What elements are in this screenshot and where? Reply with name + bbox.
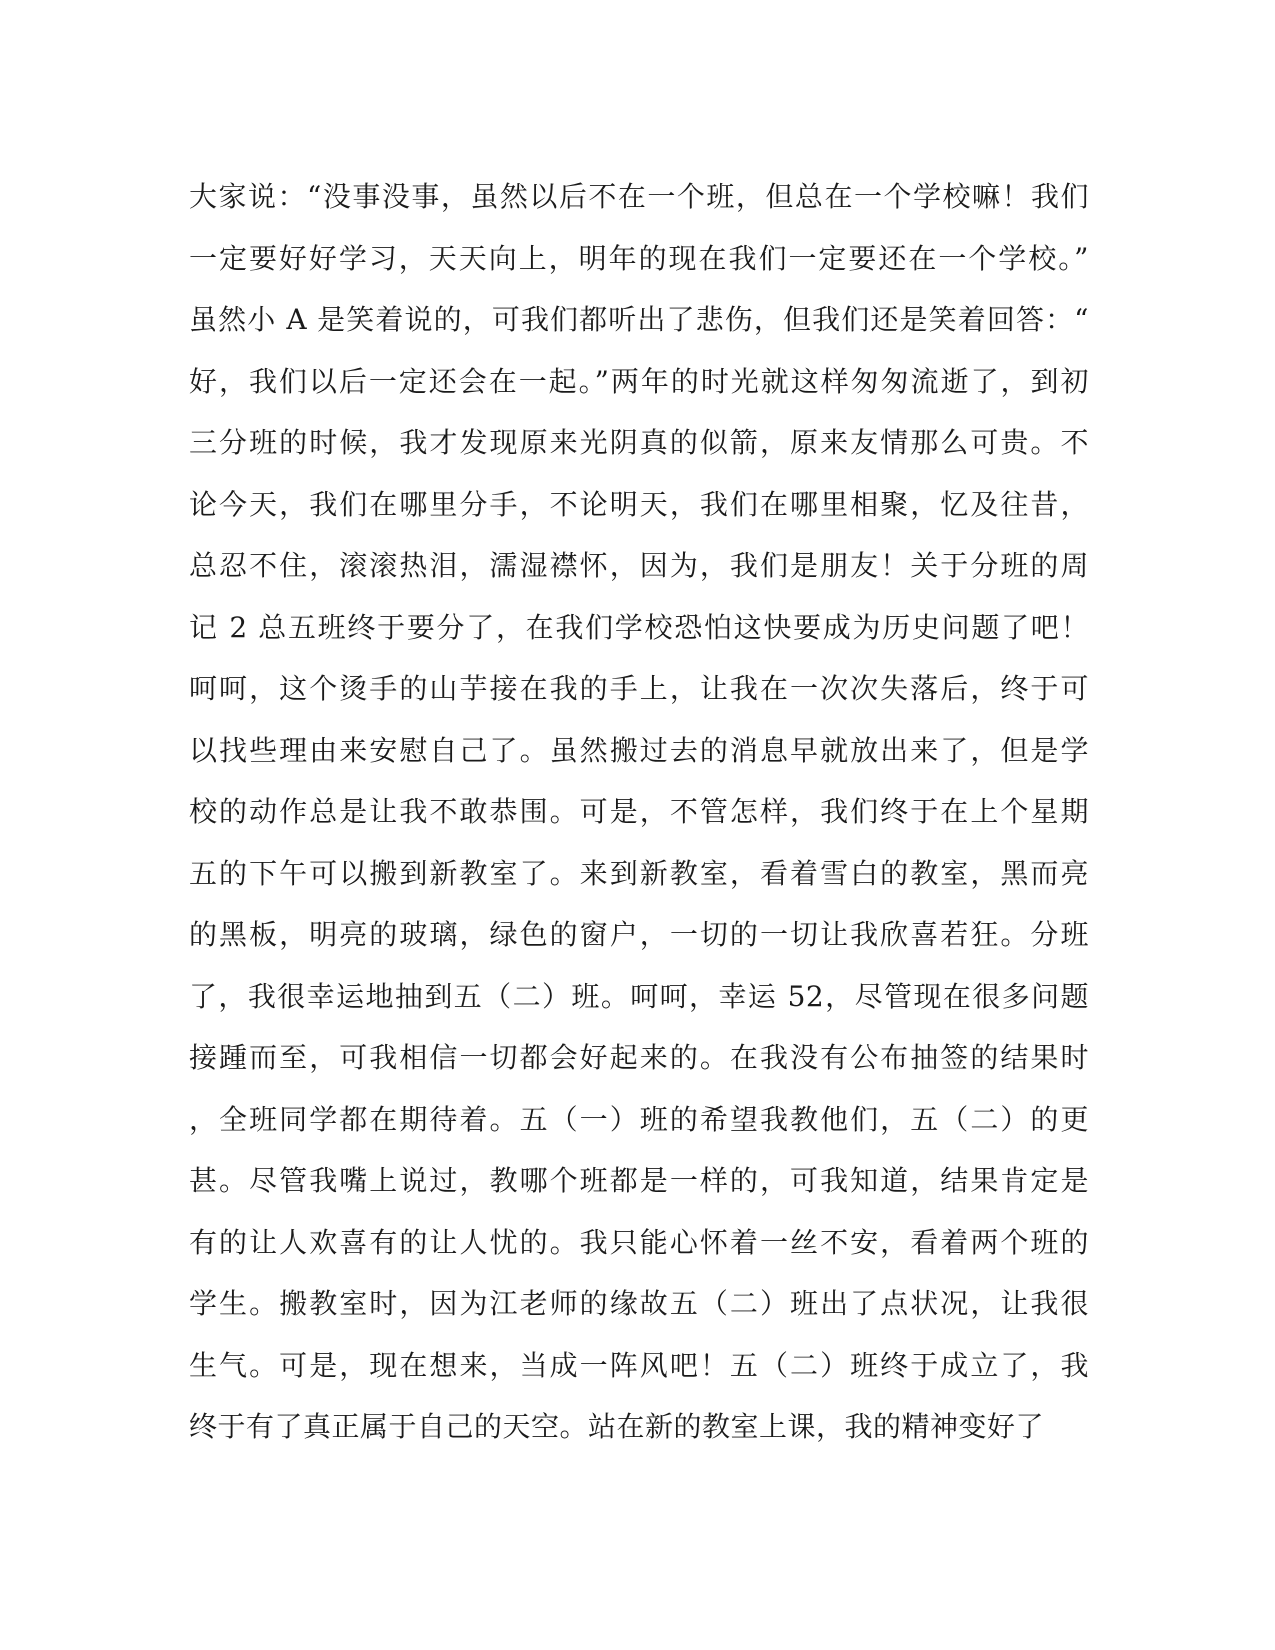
text-line-17: 甚。尽管我嘴上说过，教哪个班都是一样的，可我知道，结果肯定是 (189, 1164, 1089, 1197)
text-line-16: ，全班同学都在期待着。五（一）班的希望我教他们，五（二）的更 (189, 1102, 1089, 1136)
text-line-20: 生气。可是，现在想来，当成一阵风吧！五（二）班终于成立了，我 (189, 1348, 1089, 1382)
text-line-1: 大家说：“没事没事，虽然以后不在一个班，但总在一个学校嘛！我们 (189, 180, 1089, 213)
text-line-10: 以找些理由来安慰自己了。虽然搬过去的消息早就放出来了，但是学 (189, 733, 1089, 767)
text-line-13: 的黑板，明亮的玻璃，绿色的窗户，一切的一切让我欣喜若狂。分班 (189, 918, 1089, 951)
text-line-19: 学生。搬教室时，因为江老师的缘故五（二）班出了点状况，让我很 (189, 1287, 1089, 1320)
text-line-14: 了，我很幸运地抽到五（二）班。呵呵，幸运 52，尽管现在很多问题 (189, 979, 1089, 1013)
text-line-4: 好，我们以后一定还会在一起。”两年的时光就这样匆匆流逝了，到初 (189, 364, 1089, 398)
body-text (189, 166, 1089, 1458)
text-line-18: 有的让人欢喜有的让人忧的。我只能心怀着一丝不安，看着两个班的 (189, 1225, 1089, 1259)
text-line-15: 接踵而至，可我相信一切都会好起来的。在我没有公布抽签的结果时 (189, 1041, 1089, 1074)
text-line-12: 五的下午可以搬到新教室了。来到新教室，看着雪白的教室，黑而亮 (189, 856, 1089, 890)
text-line-21: 终于有了真正属于自己的天空。站在新的教室上课，我的精神变好了 (189, 1410, 1045, 1443)
text-line-3: 虽然小 A 是笑着说的，可我们都听出了悲伤，但我们还是笑着回答：“ (189, 303, 1089, 336)
text-line-5: 三分班的时候，我才发现原来光阴真的似箭，原来友情那么可贵。不 (189, 426, 1089, 459)
text-line-7: 总忍不住，滚滚热泪，濡湿襟怀，因为，我们是朋友！关于分班的周 (189, 549, 1089, 582)
text-line-8: 记 2 总五班终于要分了，在我们学校恐怕这快要成为历史问题了吧！ (189, 610, 1089, 644)
text-line-6: 论今天，我们在哪里分手，不论明天，我们在哪里相聚，忆及往昔， (189, 487, 1089, 521)
text-line-2: 一定要好好学习，天天向上，明年的现在我们一定要还在一个学校。” (189, 241, 1089, 275)
text-line-9: 呵呵，这个烫手的山芋接在我的手上，让我在一次次失落后，终于可 (189, 672, 1089, 705)
text-line-11: 校的动作总是让我不敢恭围。可是，不管怎样，我们终于在上个星期 (189, 795, 1089, 828)
